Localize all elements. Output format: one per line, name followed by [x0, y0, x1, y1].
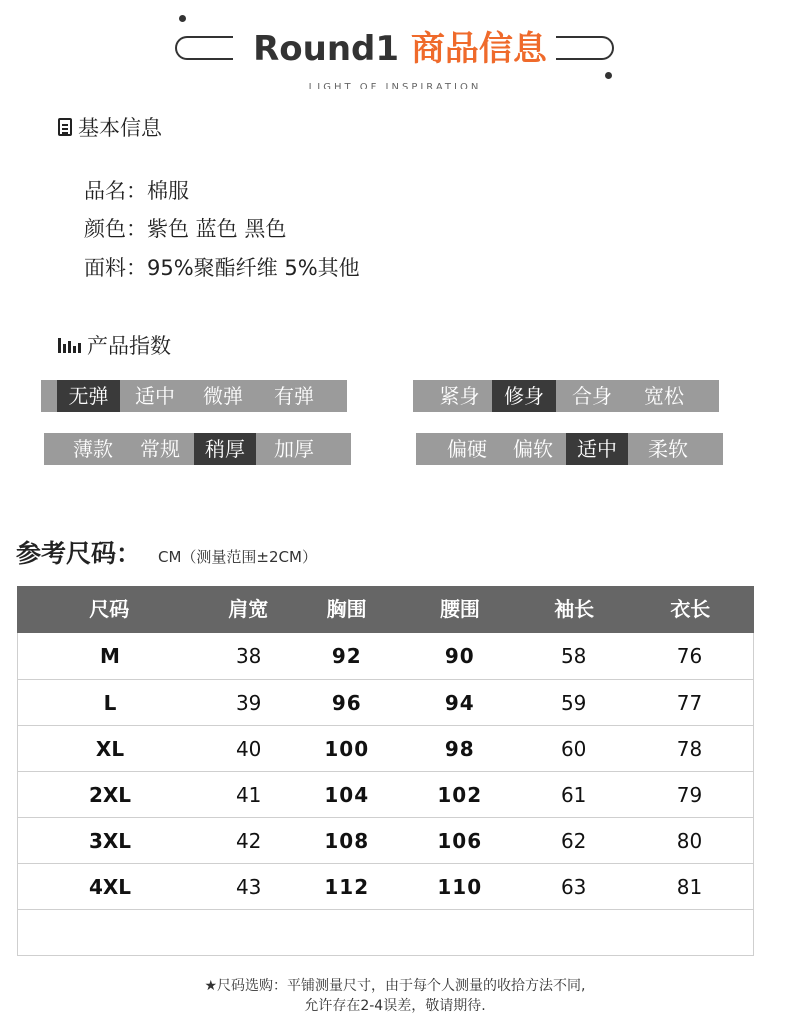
measure-cell: 39 — [235, 691, 262, 715]
size-table-header — [17, 586, 754, 633]
column-header: 袖长 — [554, 597, 595, 621]
index-option: 柔软 — [648, 437, 688, 461]
info-line-name: 品名：棉服 — [84, 179, 189, 203]
index-option: 无弹 — [57, 380, 120, 412]
measure-cell: 63 — [560, 875, 587, 899]
measure-cell: 79 — [676, 783, 703, 807]
index-fit — [413, 380, 719, 412]
measure-cell: 90 — [444, 644, 475, 668]
measure-cell: 38 — [235, 644, 262, 668]
measure-cell: 77 — [676, 691, 703, 715]
basic-info-heading — [58, 112, 162, 142]
index-option: 常规 — [140, 437, 180, 461]
decor-pill-right — [556, 36, 614, 60]
index-softness — [416, 433, 723, 465]
measure-cell: 61 — [560, 783, 587, 807]
index-elasticity — [41, 380, 347, 412]
measure-cell: 102 — [437, 783, 483, 807]
size-table — [17, 586, 754, 956]
size-label-cell: 3XL — [88, 829, 132, 853]
bar-chart-icon — [58, 338, 81, 353]
product-index-heading — [58, 330, 171, 360]
measure-cell: 98 — [444, 737, 475, 761]
measure-cell: 42 — [235, 829, 262, 853]
index-option: 修身 — [492, 380, 556, 412]
measure-cell: 106 — [437, 829, 483, 853]
size-label-cell: 2XL — [88, 783, 132, 807]
measure-cell: 41 — [235, 783, 262, 807]
measure-cell: 78 — [676, 737, 703, 761]
index-option: 适中 — [135, 384, 175, 408]
column-header: 胸围 — [326, 597, 367, 621]
size-chart-unit: CM（测量范围±2CM） — [158, 548, 317, 566]
measure-cell: 100 — [324, 737, 370, 761]
info-line-fabric: 面料：95%聚酯纤维 5%其他 — [84, 256, 360, 280]
index-option: 宽松 — [644, 384, 684, 408]
decor-dot — [179, 15, 186, 22]
size-label-cell: L — [103, 691, 117, 715]
title-prefix: Round1 — [253, 29, 400, 69]
table-row — [18, 725, 753, 771]
basic-info-title: 基本信息 — [78, 116, 162, 140]
index-option: 偏软 — [513, 437, 553, 461]
document-icon — [58, 118, 72, 136]
column-header: 腰围 — [439, 597, 480, 621]
measure-cell: 43 — [235, 875, 262, 899]
size-label-cell: XL — [95, 737, 125, 761]
measure-cell: 92 — [331, 644, 362, 668]
measure-cell: 96 — [331, 691, 362, 715]
measure-cell: 94 — [444, 691, 475, 715]
size-table-body — [17, 633, 754, 956]
info-line-color: 颜色：紫色 蓝色 黑色 — [84, 217, 287, 241]
index-thickness — [44, 433, 351, 465]
table-row — [18, 817, 753, 863]
table-row — [18, 679, 753, 725]
table-row — [18, 633, 753, 679]
index-option: 偏硬 — [447, 437, 487, 461]
size-label-cell: M — [100, 644, 120, 668]
page-title — [240, 26, 560, 72]
page-subtitle: LIGHT OF INSPIRATION — [308, 82, 482, 89]
column-header: 衣长 — [670, 597, 711, 621]
table-row — [18, 771, 753, 817]
footnote-line-1: ★尺码选购：平铺测量尺寸，由于每个人测量的收拾方法不同, — [204, 978, 586, 994]
title-accent: 商品信息 — [410, 29, 547, 69]
column-header: 肩宽 — [228, 597, 269, 621]
size-label-cell: 4XL — [88, 875, 132, 899]
footnote-line-2: 允许存在2-4误差，敬请期待. — [304, 998, 486, 1014]
measure-cell: 112 — [324, 875, 370, 899]
measure-cell: 40 — [235, 737, 262, 761]
index-option: 薄款 — [73, 437, 113, 461]
measure-cell: 58 — [560, 644, 587, 668]
index-option: 适中 — [566, 433, 628, 465]
index-option: 紧身 — [439, 384, 480, 408]
product-index-title: 产品指数 — [87, 334, 171, 358]
measure-cell: 104 — [324, 783, 370, 807]
measure-cell: 81 — [676, 875, 703, 899]
table-row — [18, 863, 753, 909]
index-option: 稍厚 — [194, 433, 256, 465]
table-empty-row — [18, 909, 753, 955]
index-option: 微弹 — [203, 384, 243, 408]
size-chart-title: 参考尺码： — [16, 539, 142, 568]
measure-cell: 60 — [560, 737, 587, 761]
column-header: 尺码 — [89, 597, 130, 621]
decor-dot — [605, 72, 612, 79]
index-option: 合身 — [572, 384, 612, 408]
decor-pill-left — [175, 36, 233, 60]
measure-cell: 110 — [437, 875, 483, 899]
measure-cell: 59 — [560, 691, 587, 715]
measure-cell: 76 — [676, 644, 703, 668]
measure-cell: 62 — [560, 829, 587, 853]
measure-cell: 80 — [676, 829, 703, 853]
index-option: 有弹 — [274, 384, 314, 408]
index-option: 加厚 — [274, 437, 314, 461]
measure-cell: 108 — [324, 829, 370, 853]
